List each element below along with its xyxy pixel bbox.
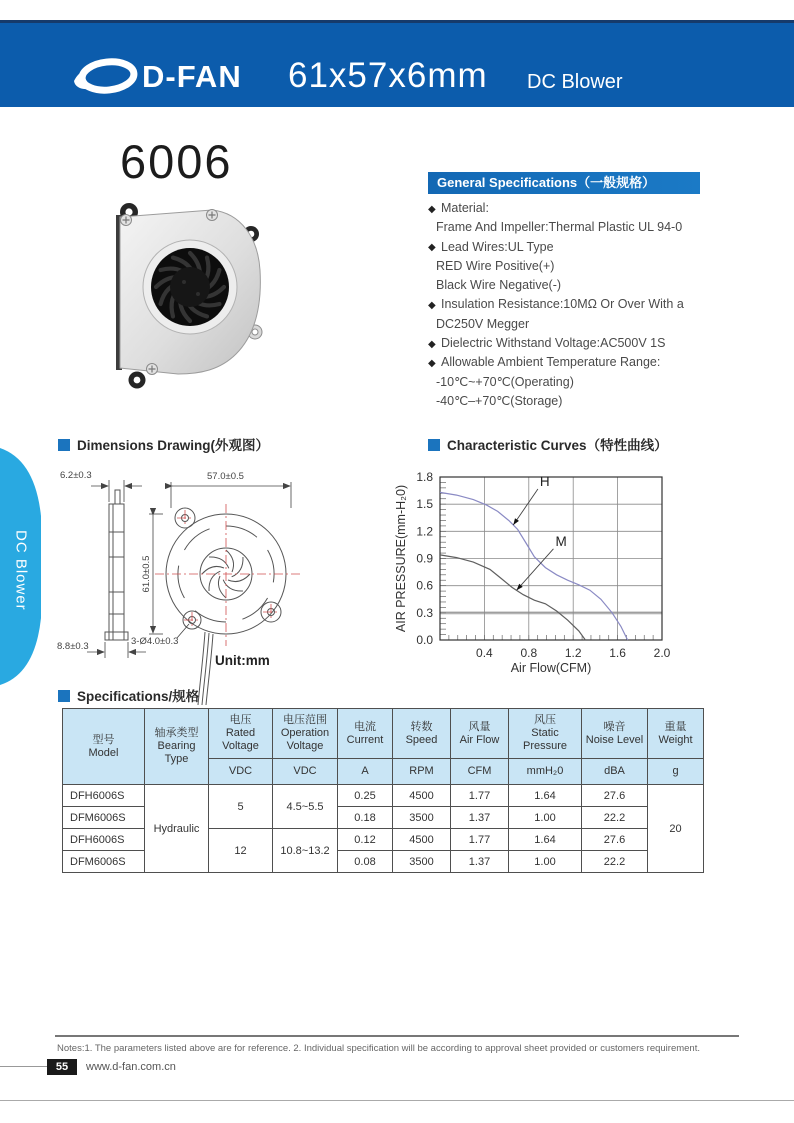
cell-speed: 4500: [393, 785, 451, 807]
svg-text:0.9: 0.9: [416, 551, 433, 566]
cell-current: 0.25: [338, 785, 393, 807]
cell-pressure: 1.00: [509, 851, 582, 873]
impeller-hub: [170, 267, 210, 307]
unit-dba: dBA: [582, 759, 648, 785]
cell-noise: 22.2: [582, 807, 648, 829]
dimensions-drawing: [55, 462, 405, 707]
diamond-bullet-icon: ◆: [428, 299, 436, 311]
cell-bearing-type: Hydraulic: [145, 785, 209, 873]
svg-text:1.5: 1.5: [416, 497, 433, 512]
cell-pressure: 1.64: [509, 785, 582, 807]
blue-square-icon: [58, 439, 70, 451]
dim-thickness: [91, 480, 142, 502]
spec-line: [428, 199, 748, 218]
spec-line: [428, 392, 748, 411]
dim-label-width: 57.0±0.5: [207, 471, 244, 482]
spec-line: [428, 238, 748, 257]
general-specs-header: General Specifications（一般规格）: [428, 172, 700, 194]
cell-model: DFH6006S: [63, 829, 145, 851]
col-header-noise: 噪音 Noise Level: [582, 709, 648, 759]
cell-noise: 22.2: [582, 851, 648, 873]
website-text: www.d-fan.com.cn: [86, 1061, 176, 1073]
header-bar: [0, 20, 794, 107]
col-header-model: 型号 Model: [63, 709, 145, 785]
spec-line: [428, 295, 748, 314]
dim-label-base: 8.8±0.3: [57, 641, 89, 652]
spec-text: Frame And Impeller:Thermal Plastic UL 94-0: [436, 220, 683, 235]
centerlines: [155, 504, 300, 646]
svg-text:AIR PRESSURE(mm-H₂0): AIR PRESSURE(mm-H₂0): [394, 484, 408, 633]
svg-text:0.6: 0.6: [416, 578, 433, 593]
spec-line: [428, 353, 748, 372]
diamond-bullet-icon: ◆: [428, 357, 436, 369]
col-header-current: 电流 Current: [338, 709, 393, 759]
col-header-weight: 重量 Weight: [648, 709, 704, 759]
brand-name: D-FAN: [142, 59, 242, 94]
svg-text:1.6: 1.6: [609, 646, 626, 660]
col-header-operation-voltage: 电压范围 Operation Voltage: [273, 709, 338, 759]
spec-line: [428, 373, 748, 392]
cell-operation-voltage: 4.5~5.5: [273, 785, 338, 829]
cell-weight: 20: [648, 785, 704, 873]
cell-pressure: 1.00: [509, 807, 582, 829]
unit-vdc: VDC: [209, 759, 273, 785]
side-view: [105, 490, 128, 640]
blue-square-icon: [428, 439, 440, 451]
diamond-bullet-icon: ◆: [428, 242, 436, 254]
svg-text:0.3: 0.3: [416, 605, 433, 620]
table-row: [63, 785, 704, 807]
col-header-bearing: 轴承类型 Bearing Type: [145, 709, 209, 785]
bottom-divider: [0, 1100, 794, 1101]
spec-text: Material:: [441, 201, 489, 215]
cell-noise: 27.6: [582, 829, 648, 851]
characteristic-curves-chart: [393, 455, 678, 685]
spec-text: Allowable Ambient Temperature Range:: [441, 355, 661, 370]
page-badge-line: [0, 1066, 47, 1067]
svg-text:Air Flow(CFM): Air Flow(CFM): [510, 661, 592, 675]
model-number-title: 6006: [120, 135, 233, 188]
svg-text:2.0: 2.0: [653, 646, 671, 660]
cell-speed: 3500: [393, 851, 451, 873]
curves-section-title: Characteristic Curves（特性曲线）: [428, 434, 668, 454]
unit-mmh2o: mmH₂0: [509, 759, 582, 785]
cell-noise: 27.6: [582, 785, 648, 807]
unit-rpm: RPM: [393, 759, 451, 785]
product-photo: [108, 203, 270, 391]
svg-text:1.2: 1.2: [564, 646, 582, 660]
diamond-bullet-icon: ◆: [428, 338, 436, 350]
unit-g: g: [648, 759, 704, 785]
dimensions-section-title: Dimensions Drawing(外观图）: [58, 434, 269, 454]
svg-text:M: M: [555, 533, 567, 549]
unit-a: A: [338, 759, 393, 785]
cell-speed: 3500: [393, 807, 451, 829]
cell-operation-voltage: 10.8~13.2: [273, 829, 338, 873]
dim-label-holes: 3-Ø4.0±0.3: [131, 636, 179, 647]
cell-airflow: 1.37: [451, 807, 509, 829]
cell-airflow: 1.77: [451, 829, 509, 851]
svg-text:1.2: 1.2: [416, 524, 433, 539]
cell-model: DFM6006S: [63, 851, 145, 873]
diamond-bullet-icon: ◆: [428, 203, 436, 215]
spec-line: [428, 315, 748, 334]
spec-line: [428, 276, 748, 295]
col-header-speed: 转数 Speed: [393, 709, 451, 759]
svg-text:0.4: 0.4: [476, 646, 493, 660]
spec-line: [428, 218, 748, 237]
brand-logo-icon: [72, 55, 138, 97]
general-specs-list: [428, 199, 748, 411]
spec-text: Black Wire Negative(-): [436, 278, 562, 293]
unit-cfm: CFM: [451, 759, 509, 785]
cell-current: 0.08: [338, 851, 393, 873]
dim-width: [171, 482, 291, 508]
side-tab-label: DC Blower: [12, 529, 30, 611]
spec-text: Dielectric Withstand Voltage:AC500V 1S: [441, 336, 666, 351]
svg-text:1.8: 1.8: [416, 470, 433, 484]
spec-text: -40℃–+70℃(Storage): [436, 393, 563, 408]
spec-line: [428, 334, 748, 353]
cell-model: DFM6006S: [63, 807, 145, 829]
cell-model: DFH6006S: [63, 785, 145, 807]
svg-text:H: H: [539, 474, 550, 490]
cell-airflow: 1.37: [451, 851, 509, 873]
dim-label-thickness: 6.2±0.3: [60, 470, 92, 481]
col-header-rated-voltage: 电压 Rated Voltage: [209, 709, 273, 759]
unit-label: Unit:mm: [215, 653, 270, 668]
spec-text: Lead Wires:UL Type: [441, 239, 554, 254]
spec-text: DC250V Megger: [436, 316, 530, 331]
spec-table-section-title: Specifications/规格: [58, 685, 199, 705]
spec-text: Insulation Resistance:10MΩ Or Over With a: [441, 297, 684, 312]
product-type: DC Blower: [527, 71, 623, 93]
unit-vdc: VDC: [273, 759, 338, 785]
cell-speed: 4500: [393, 829, 451, 851]
svg-text:0.8: 0.8: [520, 646, 538, 660]
lead-wires: [198, 632, 213, 705]
spec-text: RED Wire Positive(+): [436, 258, 555, 273]
spec-line: [428, 257, 748, 276]
col-header-airflow: 风量 Air Flow: [451, 709, 509, 759]
cell-rated-voltage: 12: [209, 829, 273, 873]
product-size: 61x57x6mm: [288, 56, 488, 95]
holes-leader: [177, 624, 189, 638]
cell-airflow: 1.77: [451, 785, 509, 807]
cell-current: 0.12: [338, 829, 393, 851]
specifications-table: [62, 708, 704, 873]
cell-pressure: 1.64: [509, 829, 582, 851]
svg-text:0.0: 0.0: [416, 633, 433, 647]
dim-label-height: 61.0±0.5: [141, 555, 152, 593]
col-header-pressure: 风压 Static Pressure: [509, 709, 582, 759]
spec-text: -10℃~+70℃(Operating): [436, 374, 574, 389]
page-number-badge: 55: [47, 1059, 77, 1075]
notes-text: Notes:1. The parameters listed above are for reference. 2. Individual specification will be according to approval sheet provided or customers requirement.: [57, 1043, 700, 1054]
notes-divider: [55, 1035, 739, 1037]
cell-rated-voltage: 5: [209, 785, 273, 829]
cell-current: 0.18: [338, 807, 393, 829]
